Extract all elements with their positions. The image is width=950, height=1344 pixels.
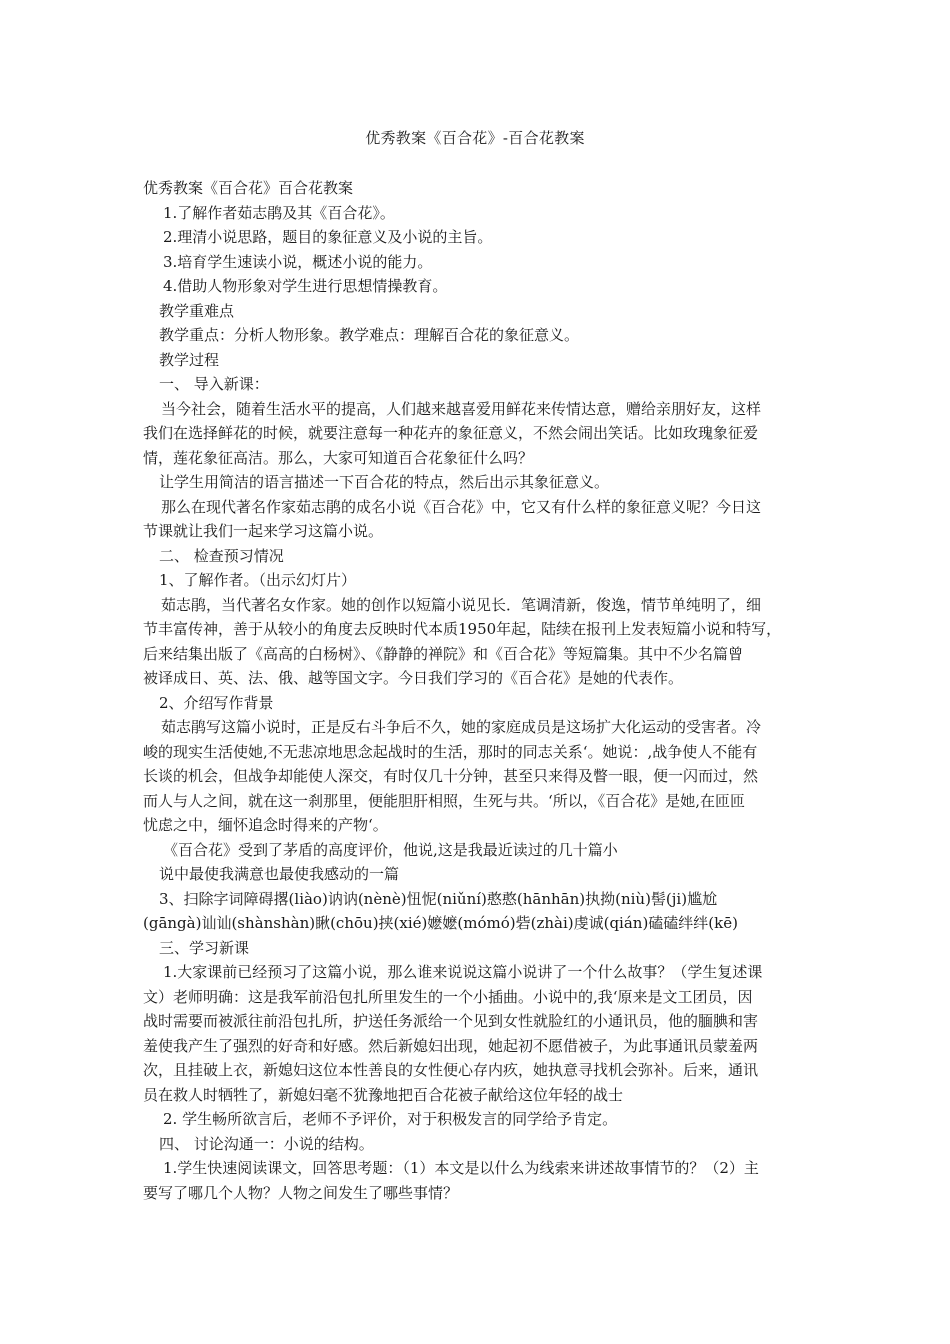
section-heading: 教学重难点: [159, 301, 235, 320]
paragraph-line: 忧虑之中，缅怀追念时得来的产物‘。: [143, 816, 388, 834]
subtitle-line: 优秀教案《百合花》百合花教案: [143, 179, 354, 197]
objective-4: 4.借助人物形象对学生进行思想情操教育。: [163, 277, 448, 295]
paragraph-line: 当今社会，随着生活水平的提高，人们越来越喜爱用鲜花来传情达意，赠给亲朋好友，这样: [161, 399, 762, 418]
document-title: 优秀教案《百合花》-百合花教案: [365, 129, 585, 147]
paragraph-line: 节丰富传神，善于从较小的角度去反映时代本质1950年起，陆续在报刊上发表短篇小说和特写，: [143, 620, 782, 638]
paragraph-line: 情，莲花象征高洁。那么，大家可知道百合花象征什么吗？: [143, 448, 534, 467]
vocabulary-line: 3、扫除字词障碍撂(liào)讷讷(nènè)忸怩(niǔní)憨憨(hānhān)执拗(niù)髻(ji)尴尬: [159, 889, 718, 908]
paragraph-line: 那么在现代著名作家茹志鹃的成名小说《百合花》中，它又有什么样的象征意义呢？今日这: [161, 497, 762, 516]
paragraph-line: 被译成日、英、法、俄、越等国文字。今日我们学习的《百合花》是她的代表作。: [143, 669, 684, 687]
paragraph-line: 峻的现实生活使她,不无悲凉地思念起战时的生活，那时的同志关系‘。她说：,战争使人不能有: [143, 742, 758, 761]
section-heading: 二、 检查预习情况: [159, 546, 284, 565]
paragraph-line: 茹志鹃，当代著名女作家。她的创作以短篇小说见长．笔调清新，俊逸，情节单纯明了，细: [161, 595, 762, 614]
objective-2: 2.理清小说思路，题目的象征意义及小说的主旨。: [163, 228, 493, 246]
paragraph-line: 文）老师明确：这是我军前沿包扎所里发生的一个小插曲。小说中的,我‘原来是文工团员，因: [143, 987, 753, 1006]
section-heading: 一、 导入新课：: [159, 375, 269, 393]
paragraph-line: 长谈的机会，但战争却能使人深交，有时仅几十分钟，甚至只来得及瞥一眼，便一闪而过，然: [143, 767, 759, 785]
paragraph-line: 1.大家课前已经预习了这篇小说，那么谁来说说这篇小说讲了一个什么故事？（学生复述课: [163, 963, 763, 981]
paragraph-line: 员在救人时牺牲了，新媳妇毫不犹豫地把百合花被子献给这位年轻的战士: [143, 1085, 624, 1104]
paragraph-line: 教学重点：分析人物形象。教学难点：理解百合花的象征意义。: [159, 326, 580, 344]
paragraph-line: 次，且挂破上衣，新媳妇这位本性善良的女性便心存内疚，她执意寻找机会弥补。后来，通讯: [143, 1061, 759, 1079]
paragraph-line: 要写了哪几个人物？人物之间发生了哪些事情？: [143, 1183, 459, 1202]
objective-1: 1.了解作者茹志鹃及其《百合花》。: [163, 203, 395, 222]
vocabulary-line: (gāngà)讪讪(shànshàn)瞅(chōu)挟(xié)嬷嬷(mómó)砦(zhài)虔诚(qián)磕磕绊绊(kē): [143, 914, 738, 932]
paragraph-line: 节课就让我们一起来学习这篇小说。: [143, 522, 384, 540]
document-body: [143, 176, 809, 1205]
subsection-heading: 2、介绍写作背景: [159, 693, 274, 712]
objective-3: 3.培育学生速读小说，概述小说的能力。: [163, 252, 433, 271]
paragraph-line: 1.学生快速阅读课文，回答思考题：（1）本文是以什么为线索来讲述故事情节的？（2）主: [163, 1159, 759, 1177]
paragraph-line: 羞使我产生了强烈的好奇和好感。然后新媳妇出现，她起初不愿借被子，为此事通讯员蒙羞两: [143, 1036, 759, 1055]
paragraph-line: 我们在选择鲜花的时候，就要注意每一种花卉的象征意义，不然会闹出笑话。比如玫瑰象征爱: [143, 424, 759, 442]
subsection-heading: 1、了解作者。（出示幻灯片）: [159, 571, 357, 589]
paragraph-line: 2. 学生畅所欲言后，老师不予评价，对于积极发言的同学给予肯定。: [163, 1110, 618, 1128]
paragraph-line: 茹志鹃写这篇小说时，正是反右斗争后不久，她的家庭成员是这场扩大化运动的受害者。冷: [161, 718, 762, 736]
paragraph-line: 让学生用简洁的语言描述一下百合花的特点，然后出示其象征意义。: [159, 473, 610, 491]
paragraph-line: 说中最使我满意也最使我感动的一篇: [159, 865, 400, 883]
section-heading: 教学过程: [159, 350, 220, 369]
section-heading: 三、学习新课: [159, 938, 250, 957]
paragraph-line: 战时需要而被派往前沿包扎所，护送任务派给一个见到女性就脸红的小通讯员，他的腼腆和害: [143, 1012, 759, 1030]
paragraph-line: 而人与人之间，就在这一刹那里，便能胆肝相照，生死与共。‘所以，《百合花》是她,在匝匝: [143, 791, 746, 810]
section-heading: 四、 讨论沟通一：小说的结构。: [159, 1134, 374, 1153]
paragraph-line: 后来结集出版了《高高的白杨树》、《静静的禅院》和《百合花》等短篇集。其中不少名篇曾: [143, 644, 744, 663]
paragraph-line: 《百合花》受到了茅盾的高度评价，他说,这是我最近读过的几十篇小: [163, 840, 618, 859]
